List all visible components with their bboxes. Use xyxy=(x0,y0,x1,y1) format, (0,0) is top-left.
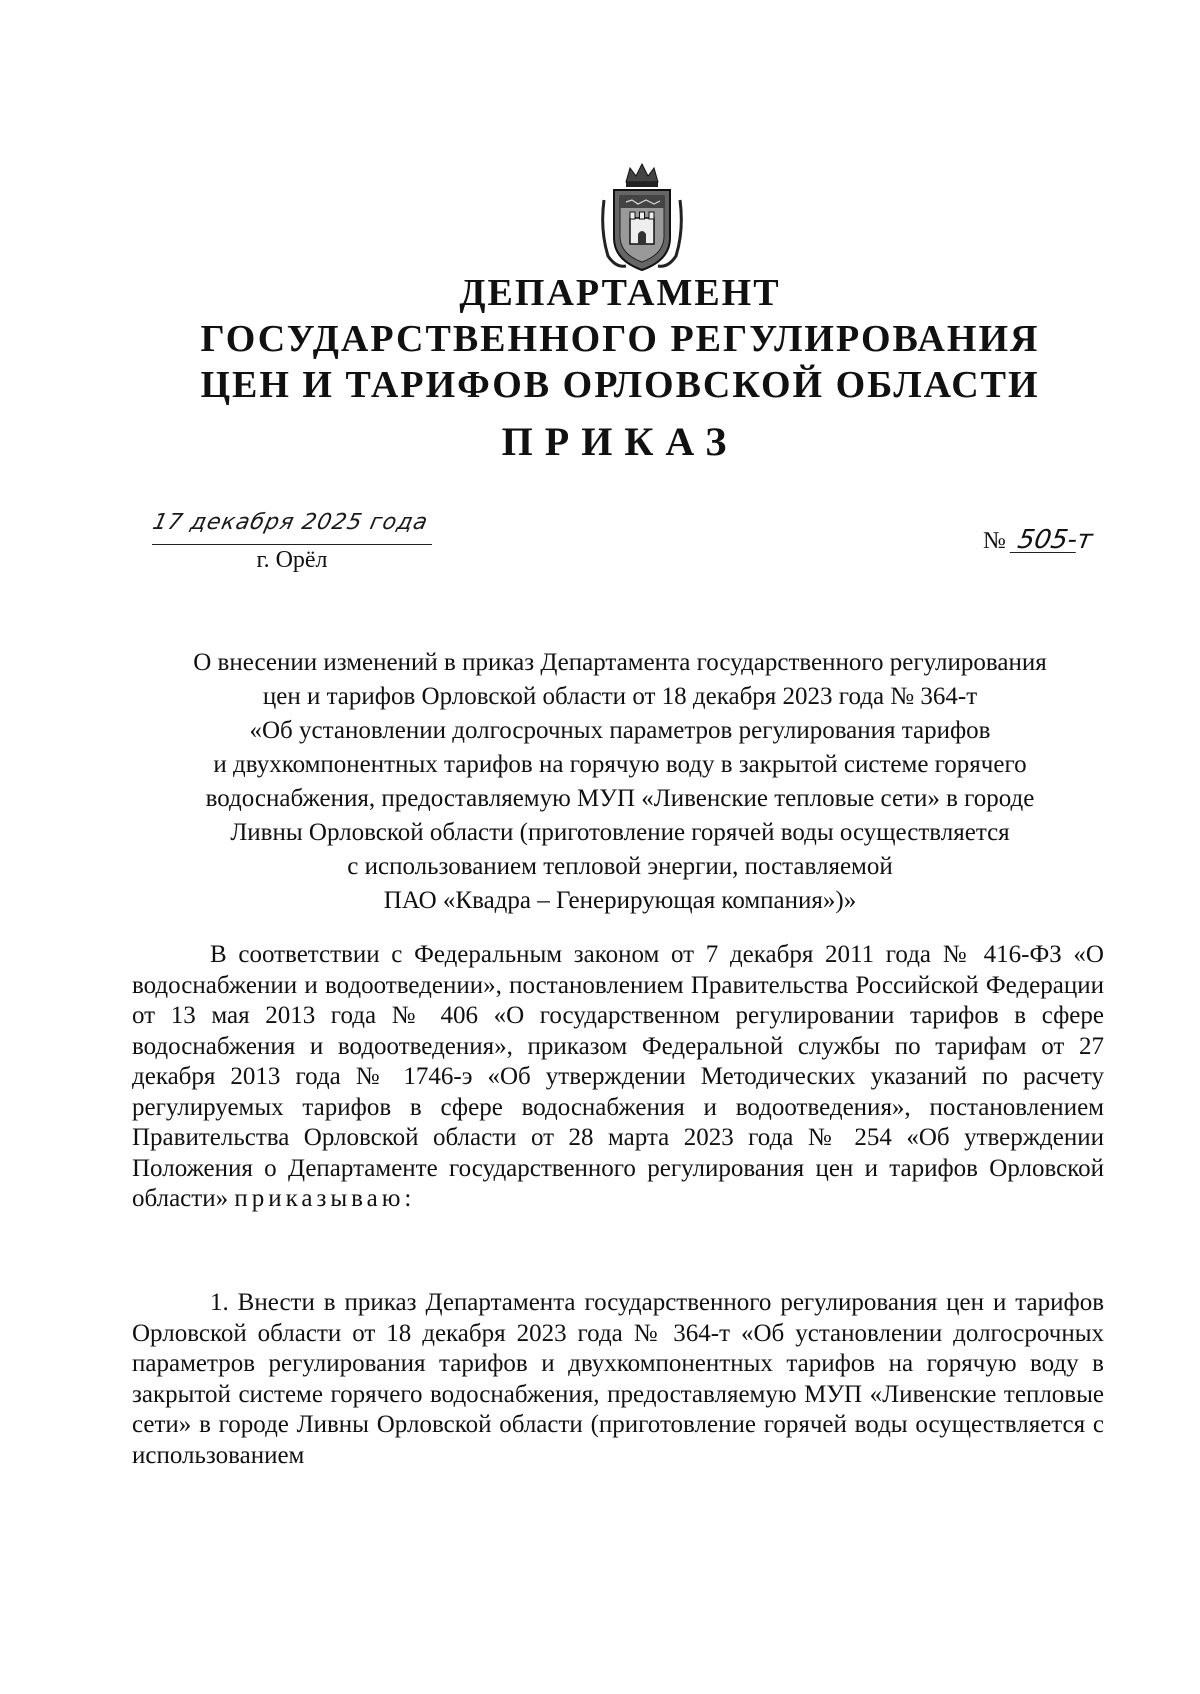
subject-line: водоснабжения, предоставляемую МУП «Ливенские тепловые сети» в городе xyxy=(205,785,1035,812)
number-value: 505-т xyxy=(1009,525,1100,555)
document-type-title: ПРИКАЗ xyxy=(501,419,739,464)
document-number xyxy=(983,525,1098,555)
subject-line: ПАО «Квадра – Генерирующая компания»)» xyxy=(383,887,857,914)
document-date: 17 декабря 2025 года xyxy=(150,510,431,535)
header-line-1: ДЕПАРТАМЕНТ xyxy=(459,272,781,314)
coat-of-arms-icon xyxy=(596,160,688,276)
number-sign: № xyxy=(983,528,1006,554)
document-city: г. Орёл xyxy=(256,547,328,573)
subject-line: с использованием тепловой энергии, поставляемой xyxy=(347,853,893,880)
subject-line: Ливны Орловской области (приготовление горячей воды осуществляется xyxy=(230,819,1010,846)
subject-line: «Об установлении долгосрочных параметров регулирования тарифов xyxy=(249,717,991,744)
date-block xyxy=(152,510,432,574)
department-header xyxy=(120,270,1120,408)
preamble-text: В соответствии с Федеральным законом от 7 декабря 2011 года № 416-ФЗ «О водоснабжении и водоотведении», постановлением Правительства Российской Федерации от 13 мая 2013 года № 406 «О государственном регулировании тарифов в сфере водоснабжения и водоотведения», приказом Федеральной службы по тарифам от 27 декабря 2013 года № 1746-э «Об утверждении Методических указаний по расчету регулируемых тарифов в сфере водоснабжения и водоотведения», постановлением Правительства Орловской области от 28 марта 2023 года № 254 «Об утверждении Положения о Департаменте государственного регулирования цен и тарифов Орловской области» xyxy=(132,941,1104,1212)
header-line-3: ЦЕН И ТАРИФОВ ОРЛОВСКОЙ ОБЛАСТИ xyxy=(200,364,1040,406)
clause-1-text: 1. Внести в приказ Департамента государственного регулирования цен и тарифов Орловской области от 18 декабря 2023 года № 364-т «Об установлении долгосрочных параметров регулирования тарифов и двухкомпонентных тарифов на горячую воду в закрытой системе горячего водоснабжения, предоставляемую МУП «Ливенские тепловые сети» в городе Ливны Орловской области (приготовление горячей воды осуществляется с использованием xyxy=(132,1289,1104,1469)
subject-line: и двухкомпонентных тарифов на горячую воду в закрытой системе горячего xyxy=(213,751,1027,778)
clause-paragraph-1 xyxy=(132,1288,1104,1471)
header-line-2: ГОСУДАРСТВЕННОГО РЕГУЛИРОВАНИЯ xyxy=(200,318,1040,360)
date-underline xyxy=(152,544,432,545)
subject-line: О внесении изменений в приказ Департамента государственного регулирования xyxy=(193,649,1047,676)
subject-line: цен и тарифов Орловской области от 18 декабря 2023 года № 364-т xyxy=(262,683,978,710)
preamble-paragraph xyxy=(132,940,1104,1215)
order-word: приказываю: xyxy=(234,1185,416,1212)
document-subject xyxy=(140,646,1100,918)
